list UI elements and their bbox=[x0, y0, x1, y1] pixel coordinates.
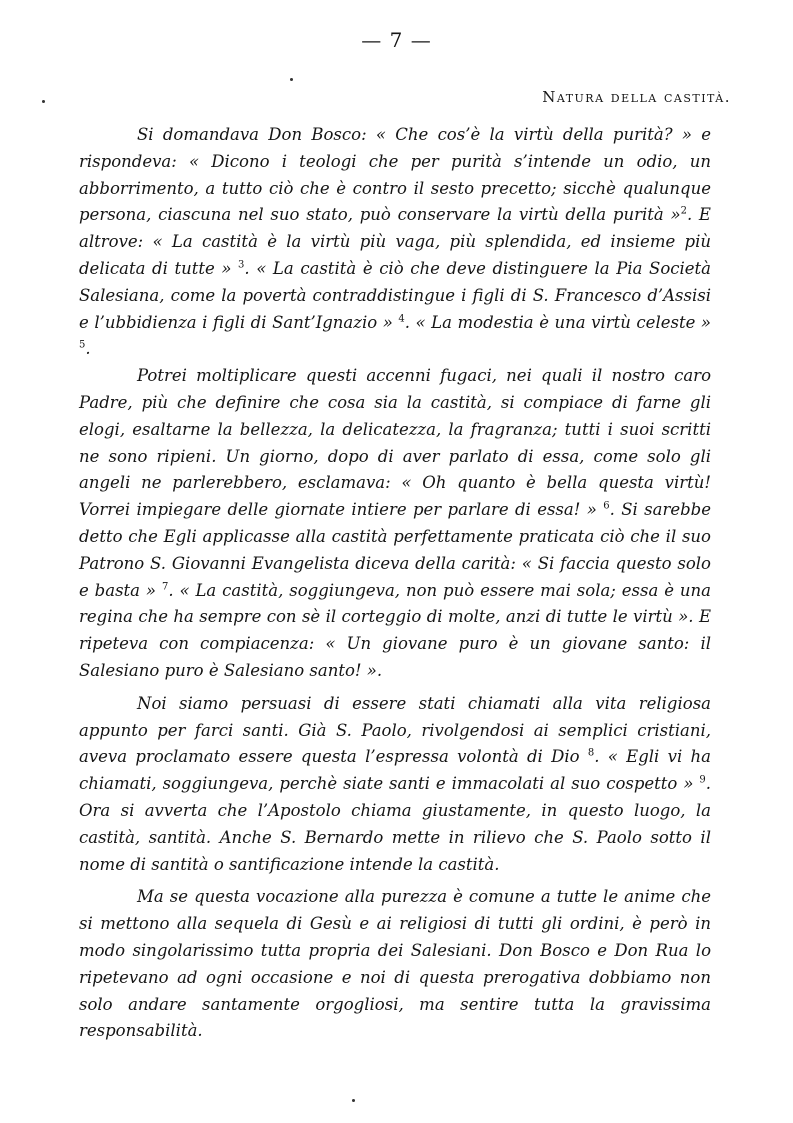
print-speck bbox=[290, 78, 293, 81]
footnote-ref[interactable]: 3 bbox=[238, 259, 245, 271]
footnote-ref[interactable]: 8 bbox=[587, 747, 595, 759]
print-speck bbox=[352, 1099, 355, 1102]
page-number: — 7 — bbox=[361, 28, 432, 52]
paragraph-text: Si domandava Don Bosco: « Che cos’è la virtù della purità? » e rispondeva: « Dicono i teologi che per purità s’intende un odio, un abborrimento, a tutto ciò che è contro il sesto precetto; sicchè qualunque persona, ciascuna nel suo stato, può conservare la virtù della purità » bbox=[79, 125, 711, 225]
body-text bbox=[79, 122, 711, 1045]
paragraph bbox=[79, 691, 711, 879]
print-speck bbox=[42, 100, 45, 103]
paragraph-text: . E altrove: « La castità è la virtù più vaga, più splendida, ed insieme più delicata di tutte » bbox=[79, 205, 711, 278]
footnote-ref[interactable]: 2 bbox=[680, 205, 687, 217]
paragraph-text: . Ora si avverta che l’Apostolo chiama giustamente, in questo luogo, la castità, santità. Anche S. Bernardo mette in rilievo che S. Paolo sotto il nome di santità o santificazione intende la castità. bbox=[79, 774, 711, 874]
paragraph-text: . « Egli vi ha chiamati, soggiungeva, perchè siate santi e immacolati al suo cospetto » bbox=[79, 747, 711, 794]
paragraph-text: . « La modestia è una virtù celeste » bbox=[404, 312, 711, 332]
paragraph-text: Potrei moltiplicare questi accenni fugaci, nei quali il nostro caro Padre, più che definire che cosa sia la castità, si compiace di farne gli elogi, esaltarne la bellezza, la delicatezza, la fragranza; tutti i suoi scritti ne sono ripieni. Un giorno, dopo di aver parlato di essa, come solo gli angeli ne parlerebbero, esclamava: « Oh quanto è bella questa virtù! Vorrei impiegare delle giornate intiere per parlare di essa! » bbox=[79, 366, 711, 520]
paragraph-text: . bbox=[85, 339, 91, 359]
paragraph bbox=[79, 363, 711, 685]
footnote-ref[interactable]: 4 bbox=[398, 313, 405, 325]
footnote-ref[interactable]: 7 bbox=[161, 581, 169, 593]
paragraph-text: Noi siamo persuasi di essere stati chiamati alla vita religiosa appunto per farci santi. Già S. Paolo, rivolgendosi ai semplici cristiani, aveva proclamato essere questa l’espressa volontà di Dio bbox=[79, 693, 711, 767]
footnote-ref[interactable]: 6 bbox=[603, 500, 610, 512]
paragraph-text: . « La castità è ciò che deve distinguere la Pia Società Salesiana, come la povertà contraddistingue i figli di S. Francesco d’Assisi e l’ubbidienza i figli di Sant’Ignazio » bbox=[79, 258, 712, 332]
paragraph-text: . « La castità, soggiungeva, non può essere mai sola; essa è una regina che ha sempre con sè il corteggio di molte, anzi di tutte le virtù ». E ripeteva con compiacenza: « Un giovane puro è un giovane santo: il Salesiano puro è Salesiano santo! ». bbox=[79, 580, 711, 680]
paragraph bbox=[79, 884, 711, 1045]
footnote-ref[interactable]: 9 bbox=[699, 774, 706, 786]
paragraph-text: Ma se questa vocazione alla purezza è comune a tutte le anime che si mettono alla sequela di Gesù e ai religiosi di tutti gli ordini, è però in modo singolarissimo tutta propria dei Salesiani. Don Bosco e Don Rua lo ripetevano ad ogni occasione e noi di questa prerogativa dobbiamo non solo andare santamente orgogliosi, ma sentire tutta la gravissima responsabilità. bbox=[79, 887, 711, 1041]
running-head: Natura della castità. bbox=[542, 88, 731, 106]
footnote-ref[interactable]: 5 bbox=[79, 339, 86, 351]
paragraph bbox=[79, 122, 711, 363]
paragraph-text: . Si sarebbe detto che Egli applicasse alla castità perfettamente praticata ciò che il suo Patrono S. Giovanni Evangelista diceva della carità: « Si faccia questo solo e basta » bbox=[79, 500, 711, 600]
